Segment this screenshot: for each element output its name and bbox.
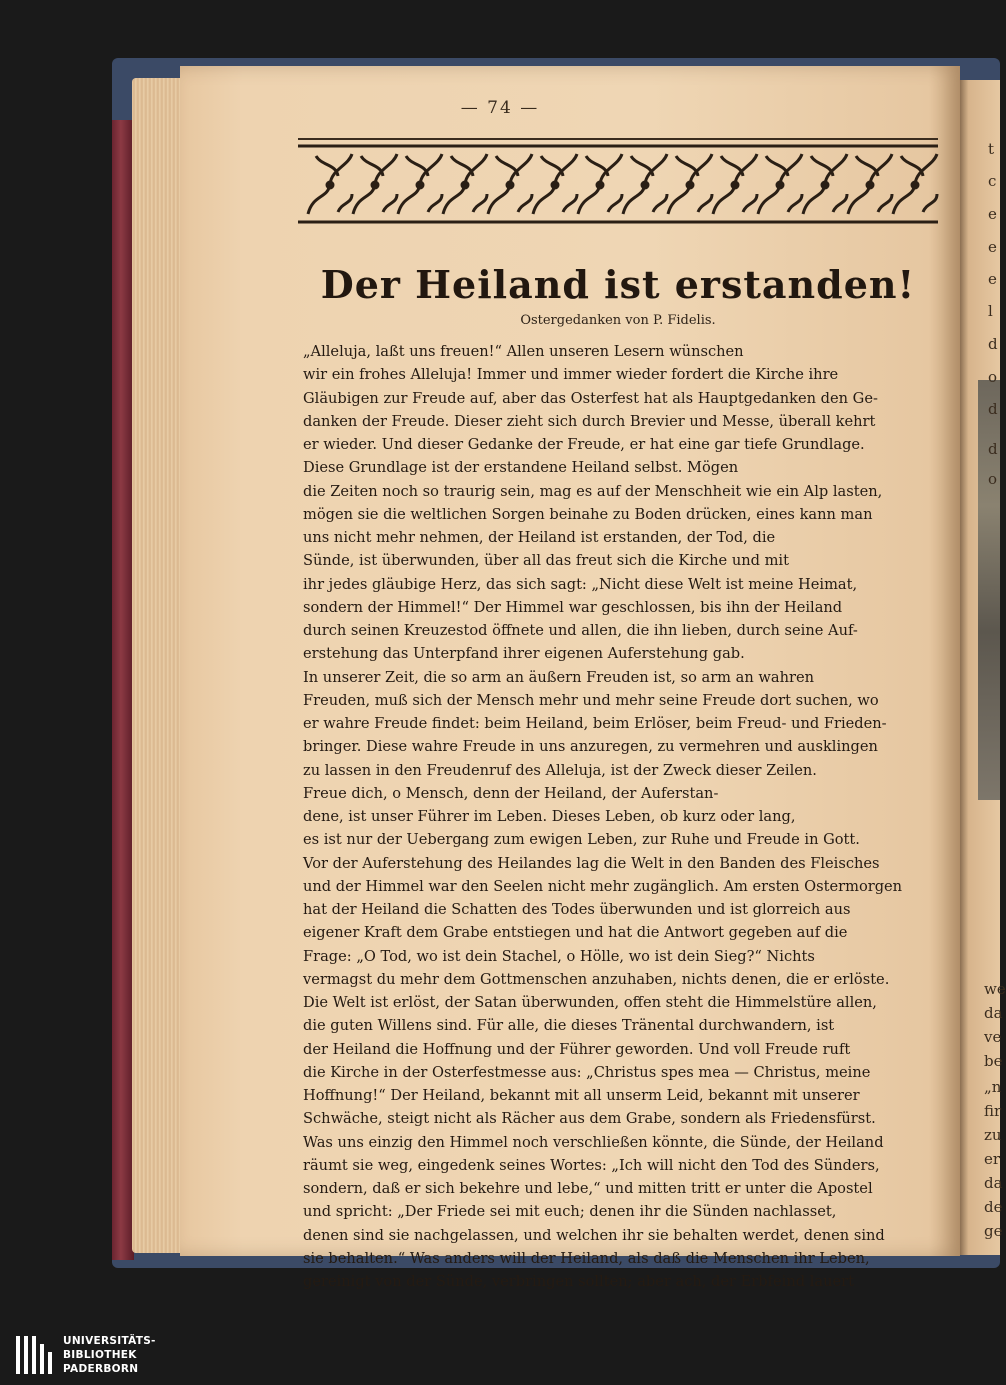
right-page-fragment: e bbox=[988, 238, 997, 256]
text-line: der Heiland die Hoffnung und der Führer geworden. Und voll Freude ruft bbox=[303, 1040, 851, 1058]
text-line: Was uns einzig den Himmel noch verschließen könnte, die Sünde, der Heiland bbox=[303, 1133, 884, 1151]
right-page-fragment: fir bbox=[984, 1102, 1002, 1120]
right-page-fragment: de bbox=[984, 1198, 1003, 1216]
text-line: Sünde, ist überwunden, über all das freut sich die Kirche und mit bbox=[303, 552, 789, 570]
text-line: es ist nur der Uebergang zum ewigen Leben, zur Ruhe und Freude in Gott. bbox=[303, 831, 860, 849]
text-line: denen sind sie nachgelassen, und welchen ihr sie behalten werdet, denen sind bbox=[303, 1226, 885, 1244]
ornament-dot bbox=[417, 182, 423, 188]
text-line: Freue dich, o Mensch, denn der Heiland, der Auferstan- bbox=[303, 784, 719, 802]
right-page-fragment: „n bbox=[984, 1078, 1002, 1096]
text-line: räumt sie weg, eingedenk seines Wortes: „Ich will nicht den Tod des Sünders, bbox=[303, 1156, 880, 1174]
text-line: eigener Kraft dem Grabe entstiegen und hat die Antwort gegeben auf die bbox=[303, 924, 848, 942]
ornament-dot bbox=[462, 182, 468, 188]
right-page-edge bbox=[958, 80, 1006, 1255]
text-line: hat der Heiland die Schatten des Todes überwunden und ist glorreich aus bbox=[303, 901, 851, 918]
text-line: wir ein frohes Alleluja! Immer und immer wieder fordert die Kirche ihre bbox=[303, 366, 839, 384]
ornament-dot bbox=[822, 182, 828, 188]
right-page-fragment: d bbox=[988, 400, 998, 418]
right-page-fragment: er bbox=[984, 1150, 1001, 1168]
ornament-dot bbox=[732, 182, 738, 188]
text-line: durch seinen Kreuzestod öffnete und allen, die ihn lieben, durch seine Auf- bbox=[303, 622, 858, 639]
right-page-fragment: da bbox=[984, 1174, 1003, 1192]
right-page-fragment: t bbox=[988, 140, 995, 158]
library-logo-icon bbox=[14, 1334, 54, 1376]
text-line: uns nicht mehr nehmen, der Heiland ist erstanden, der Tod, die bbox=[303, 529, 776, 546]
ornament-rule bbox=[298, 138, 938, 140]
ornament-dot bbox=[372, 182, 378, 188]
ornament-dot bbox=[327, 182, 333, 188]
text-line: danken der Freude. Dieser zieht sich durch Brevier und Messe, überall kehrt bbox=[303, 412, 876, 430]
text-line: Diese Grundlage ist der erstandene Heiland selbst. Mögen bbox=[303, 459, 739, 477]
text-line: er wahre Freude findet: beim Heiland, beim Erlöser, beim Freud- und Frieden- bbox=[303, 715, 887, 732]
right-page-fragment: we bbox=[984, 980, 1006, 998]
logo-line-1: UNIVERSITÄTS- bbox=[63, 1335, 156, 1347]
text-line: Die Welt ist erlöst, der Satan überwunden, offen steht die Himmelstüre allen, bbox=[303, 994, 877, 1011]
text-line: die Zeiten noch so traurig sein, mag es auf der Menschheit wie ein Alp lasten, bbox=[303, 482, 883, 500]
right-page-fragment: e bbox=[988, 205, 997, 223]
logo-line-3: PADERBORN bbox=[63, 1363, 139, 1375]
right-page-fragment: ve bbox=[984, 1028, 1002, 1046]
right-page-fragment: d bbox=[988, 335, 998, 353]
text-line: gereinigt von der Sünde, verbringen sollten; aber ach, der Erbfeind lauert bbox=[303, 1273, 854, 1290]
text-line: „Alleluja, laßt uns freuen!“ Allen unseren Lesern wünschen bbox=[303, 343, 744, 360]
text-line: er wieder. Und dieser Gedanke der Freude, er hat eine gar tiefe Grundlage. bbox=[303, 436, 865, 453]
text-line: Freuden, muß sich der Mensch mehr und mehr seine Freude dort suchen, wo bbox=[303, 691, 879, 709]
logo-line-2: BIBLIOTHEK bbox=[63, 1349, 137, 1361]
ornament-dot bbox=[642, 182, 648, 188]
book-spine bbox=[112, 120, 134, 1260]
text-line: Frage: „O Tod, wo ist dein Stachel, o Hölle, wo ist dein Sieg?“ Nichts bbox=[303, 947, 815, 965]
right-page-fragment: da bbox=[984, 1004, 1003, 1022]
text-line: zu lassen in den Freudenruf des Alleluja, ist der Zweck dieser Zeilen. bbox=[303, 761, 817, 779]
library-logo bbox=[14, 1334, 154, 1376]
right-page-fragment: c bbox=[988, 172, 997, 190]
right-page-fragment: ge bbox=[984, 1222, 1003, 1240]
text-line: sie behalten.“ Was anders will der Heiland, als daß die Menschen ihr Leben, bbox=[303, 1249, 870, 1267]
text-line: sondern der Himmel!“ Der Himmel war geschlossen, bis ihn der Heiland bbox=[303, 598, 843, 616]
text-line: und der Himmel war den Seelen nicht mehr zugänglich. Am ersten Ostermorgen bbox=[303, 877, 903, 895]
article-subtitle: Ostergedanken von P. Fidelis. bbox=[520, 313, 716, 328]
text-line: Gläubigen zur Freude auf, aber das Osterfest hat als Hauptgedanken den Ge- bbox=[303, 389, 878, 407]
ornament-dot bbox=[687, 182, 693, 188]
text-line: Hoffnung!“ Der Heiland, bekannt mit all unserm Leid, bekannt mit unserer bbox=[303, 1087, 860, 1104]
right-page-fragment: e bbox=[988, 270, 997, 288]
right-page-fragment: d bbox=[988, 440, 998, 458]
ornament-dot bbox=[507, 182, 513, 188]
text-line: bringer. Diese wahre Freude in uns anzuregen, zu vermehren und ausklingen bbox=[303, 738, 878, 756]
article-body bbox=[303, 340, 951, 1293]
right-page-fragment: l bbox=[988, 302, 993, 320]
text-line: erstehung das Unterpfand ihrer eigenen Auferstehung gab. bbox=[303, 645, 745, 663]
ornament-dot bbox=[552, 182, 558, 188]
text-line: die Kirche in der Osterfestmesse aus: „Christus spes mea — Christus, meine bbox=[303, 1063, 871, 1081]
ornament-dot bbox=[867, 182, 873, 188]
text-line: und spricht: „Der Friede sei mit euch; denen ihr die Sünden nachlasset, bbox=[303, 1203, 837, 1221]
article-title: Der Heiland ist erstanden! bbox=[320, 262, 916, 307]
text-line: In unserer Zeit, die so arm an äußern Freuden ist, so arm an wahren bbox=[303, 668, 814, 686]
text-line: die guten Willens sind. Für alle, die dieses Tränental durchwandern, ist bbox=[303, 1017, 835, 1035]
ornament-dot bbox=[777, 182, 783, 188]
text-line: dene, ist unser Führer im Leben. Dieses Leben, ob kurz oder lang, bbox=[303, 808, 796, 825]
right-page-fragment: o bbox=[988, 470, 998, 488]
text-line: Vor der Auferstehung des Heilandes lag die Welt in den Banden des Fleisches bbox=[303, 854, 880, 872]
right-page-fragment: be bbox=[984, 1052, 1003, 1070]
right-page-fragment: o bbox=[988, 368, 998, 386]
text-line: mögen sie die weltlichen Sorgen beinahe zu Boden drücken, eines kann man bbox=[303, 505, 873, 523]
right-page-fragment: zu bbox=[984, 1126, 1002, 1144]
text-line: ihr jedes gläubige Herz, das sich sagt: „Nicht diese Welt ist meine Heimat, bbox=[303, 575, 858, 593]
text-line: sondern, daß er sich bekehre und lebe,“ und mitten tritt er unter die Apostel bbox=[303, 1180, 873, 1197]
ornament-dot bbox=[912, 182, 918, 188]
page-number: — 74 — bbox=[460, 98, 540, 118]
ornament-dot bbox=[597, 182, 603, 188]
text-line: vermagst du mehr dem Gottmenschen anzuhaben, nichts denen, die er erlöste. bbox=[303, 970, 890, 988]
text-line: Schwäche, steigt nicht als Rächer aus dem Grabe, sondern als Friedensfürst. bbox=[303, 1110, 876, 1128]
ornament-border bbox=[298, 144, 938, 226]
